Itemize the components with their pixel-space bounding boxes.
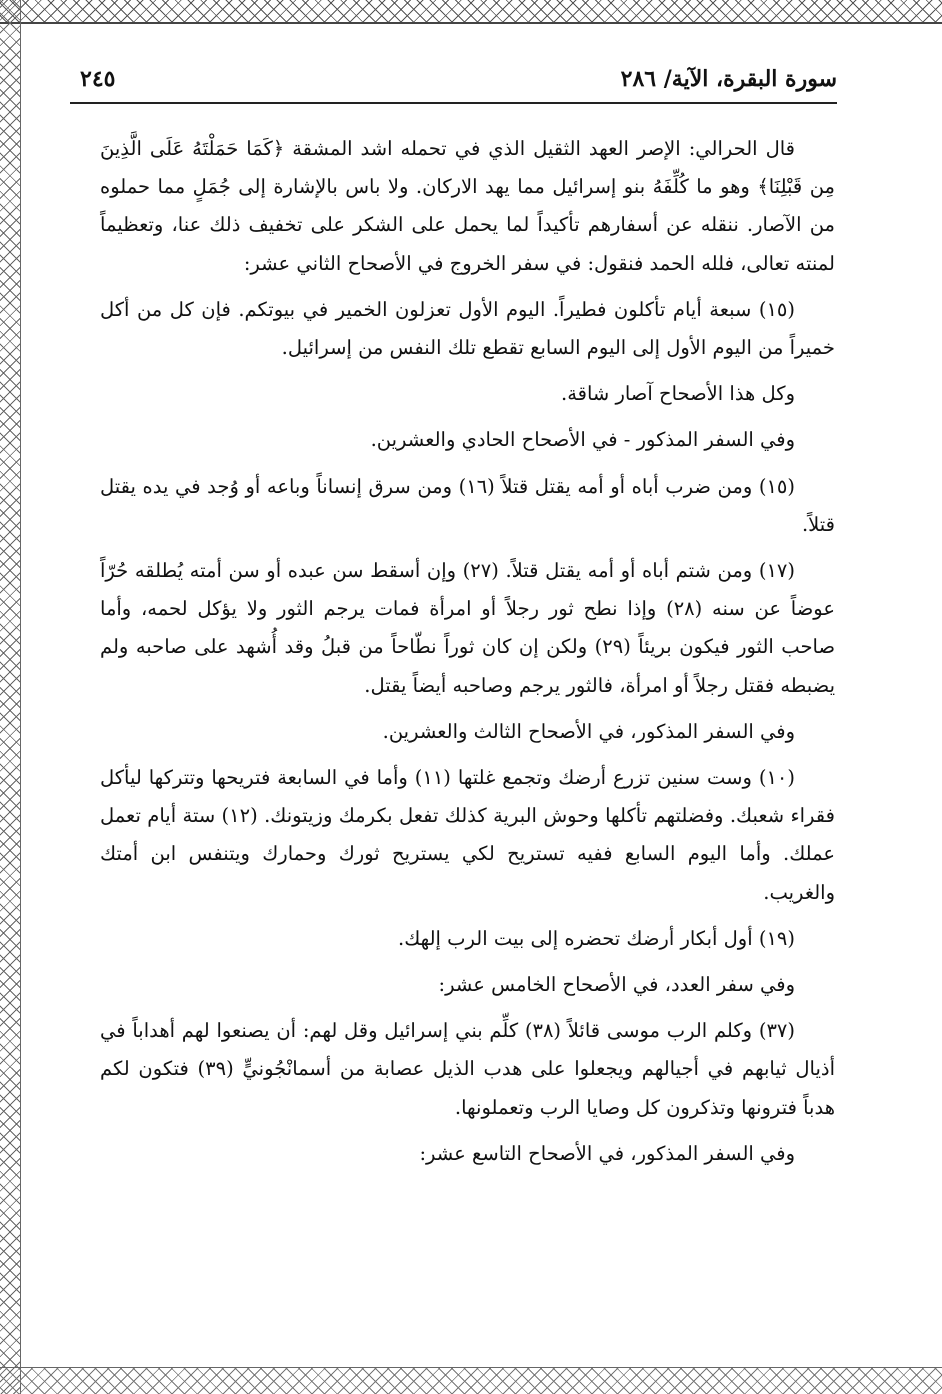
paragraph: (١٧) ومن شتم أباه أو أمه يقتل قتلاً. (٢٧) وإن أسقط سن عبده أو سن أمته يُطلقه حُرّاً عوضاً عن سنه (٢٨) وإذا نطح ثور رجلاً أو امرأة فمات يرجم الثور ولا يؤكل لحمه، وأما صاحب الثور فيكون بريئاً (٢٩) ولكن إن كان ثوراً نطّاحاً من قبلُ وقد أُشهد على صاحبه ولم يضبطه فقتل رجلاً أو امرأة، فالثور يرجم وصاحبه أيضاً يقتل. [100, 559, 835, 697]
paragraph: وفي السفر المذكور - في الأصحاح الحادي والعشرين. [370, 428, 795, 452]
paragraph: (١٥) ومن ضرب أباه أو أمه يقتل قتلاً (١٦) ومن سرق إنساناً وباعه أو وُجد في يده يقتل قتلاً. [100, 474, 835, 536]
paragraph: (١٠) وست سنين تزرع أرضك وتجمع غلتها (١١) وأما في السابعة فتريحها وتتركها ليأكل فقراء شعبك. وفضلتهم تأكلها وحوش البرية كذلك تفعل بكرمك وزيتونك. (١٢) ستة أيام تعمل عملك. وأما اليوم السابع ففيه تستريح لكي يستريح ثورك وحمارك ويتنفس ابن أمتك والغريب. [100, 766, 835, 904]
decorative-border-bottom [0, 1367, 942, 1394]
paragraph: وكل هذا الأصحاح آصار شاقة. [561, 382, 795, 406]
paragraph: وفي السفر المذكور، في الأصحاح الثالث والعشرين. [382, 719, 795, 743]
page-number: ٢٤٥ [80, 66, 116, 92]
decorative-border-top [0, 0, 942, 24]
paragraph: (٣٧) وكلم الرب موسى قائلاً (٣٨) كلِّم بني إسرائيل وقل لهم: أن يصنعوا لهم أهداباً في أذيال ثيابهم في أجيالهم ويجعلوا على هدب الذيل عصابة من أسمانْجُونيٍّ (٣٩) فتكون لكم هدباً فترونها وتذكرون كل وصايا الرب وتعملونها. [100, 1019, 835, 1119]
paragraph: (١٩) أول أبكار أرضك تحضره إلى بيت الرب إلهك. [398, 926, 795, 950]
page-body [100, 130, 835, 1181]
paragraph: قال الحرالي: الإصر العهد الثقيل الذي في تحمله اشد المشقة ﴿كَمَا حَمَلْتَهُ عَلَى الَّذِينَ مِن قَبْلِنَا﴾ وهو ما كُلِّفَهُ بنو إسرائيل مما يهد الاركان. ولا باس بالإشارة إلى جُمَلٍ مما حملوه من الآصار. ننقله عن أسفارهم تأكيداً لما يحمل على الشكر على تخفيف ذلك عنا، وتعظيماً لمنته تعالى، فلله الحمد فنقول: في سفر الخروج في الأصحاح الثاني عشر: [100, 137, 835, 275]
paragraph: وفي السفر المذكور، في الأصحاح التاسع عشر: [419, 1141, 795, 1165]
paragraph: وفي سفر العدد، في الأصحاح الخامس عشر: [438, 973, 795, 997]
page-header [70, 62, 837, 104]
running-title: سورة البقرة، الآية/ ٢٨٦ [620, 66, 837, 92]
paragraph: (١٥) سبعة أيام تأكلون فطيراً. اليوم الأول تعزلون الخمير في بيوتكم. فإن كل من أكل خميراً من اليوم الأول إلى اليوم السابع تقطع تلك النفس من إسرائيل. [100, 297, 835, 360]
decorative-border-left [0, 0, 21, 1394]
